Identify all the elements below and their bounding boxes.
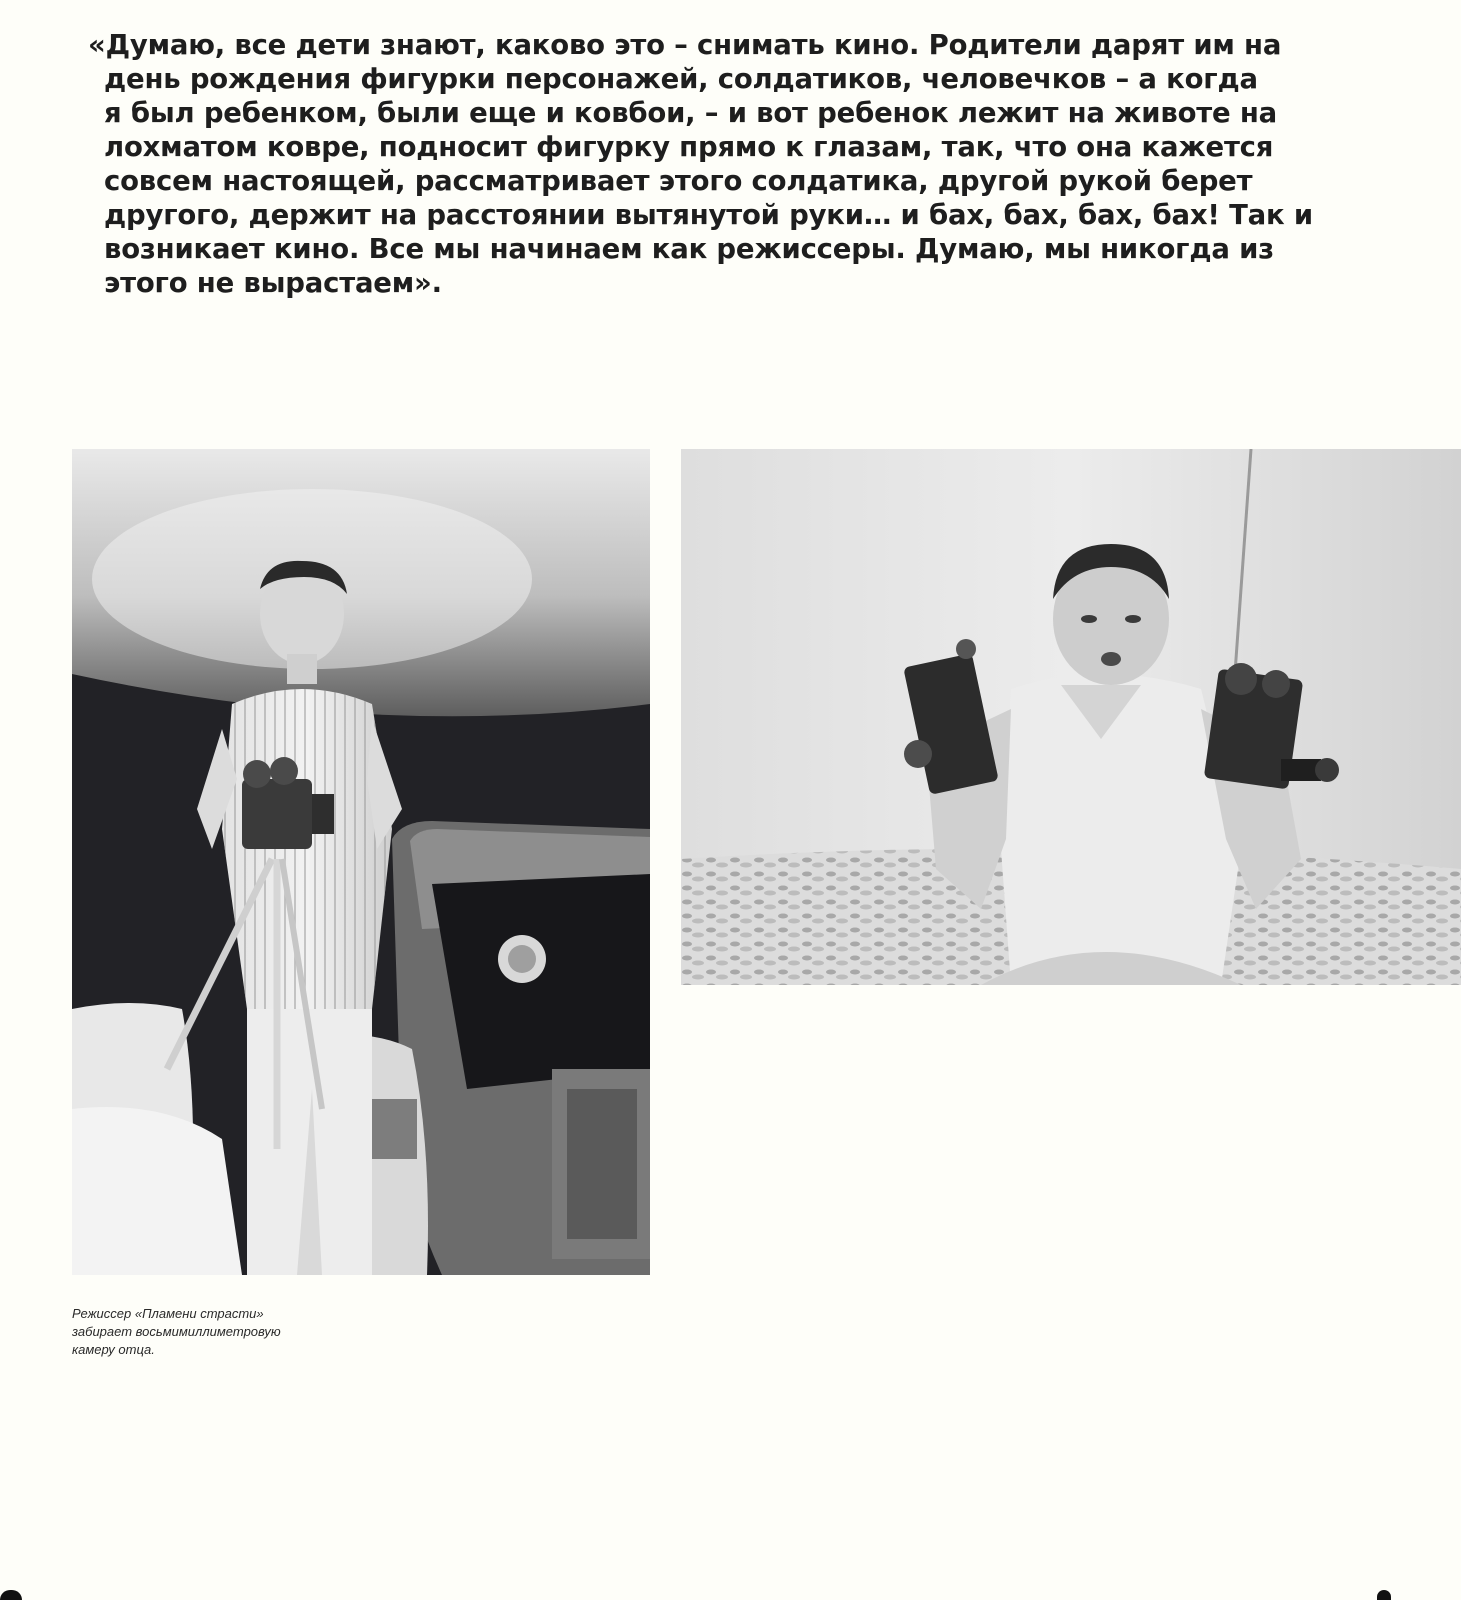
photo-boy-with-camera xyxy=(72,449,650,1275)
photo-boy-with-camera-image xyxy=(72,449,650,1275)
caption-line: забирает восьмимиллиметровую xyxy=(72,1324,281,1339)
quote-block xyxy=(88,28,1388,300)
caption-line: Режиссер «Пламени страсти» xyxy=(72,1306,264,1321)
quote-line: совсем настоящей, рассматривает этого солдатика, другой рукой берет xyxy=(104,165,1253,197)
photo-man-with-two-cameras-image xyxy=(681,449,1461,985)
quote-line: лохматом ковре, подносит фигурку прямо к глазам, так, что она кажется xyxy=(104,131,1274,163)
page-edge-mark-right xyxy=(1377,1590,1391,1600)
caption-line: камеру отца. xyxy=(72,1342,155,1357)
quote-line: день рождения фигурки персонажей, солдатиков, человечков – а когда xyxy=(104,63,1258,95)
quote-line: я был ребенком, были еще и ковбои, – и вот ребенок лежит на животе на xyxy=(104,97,1277,129)
quote-line: «Думаю, все дети знают, каково это – снимать кино. Родители дарят им на xyxy=(88,29,1282,61)
photo-caption xyxy=(72,1305,372,1359)
photo-man-with-two-cameras xyxy=(681,449,1461,985)
quote-line: другого, держит на расстоянии вытянутой руки… и бах, бах, бах, бах! Так и xyxy=(104,199,1313,231)
quote-line: возникает кино. Все мы начинаем как режиссеры. Думаю, мы никогда из xyxy=(104,233,1274,265)
page-edge-mark-left xyxy=(0,1590,22,1600)
quote-line: этого не вырастаем». xyxy=(104,267,442,299)
